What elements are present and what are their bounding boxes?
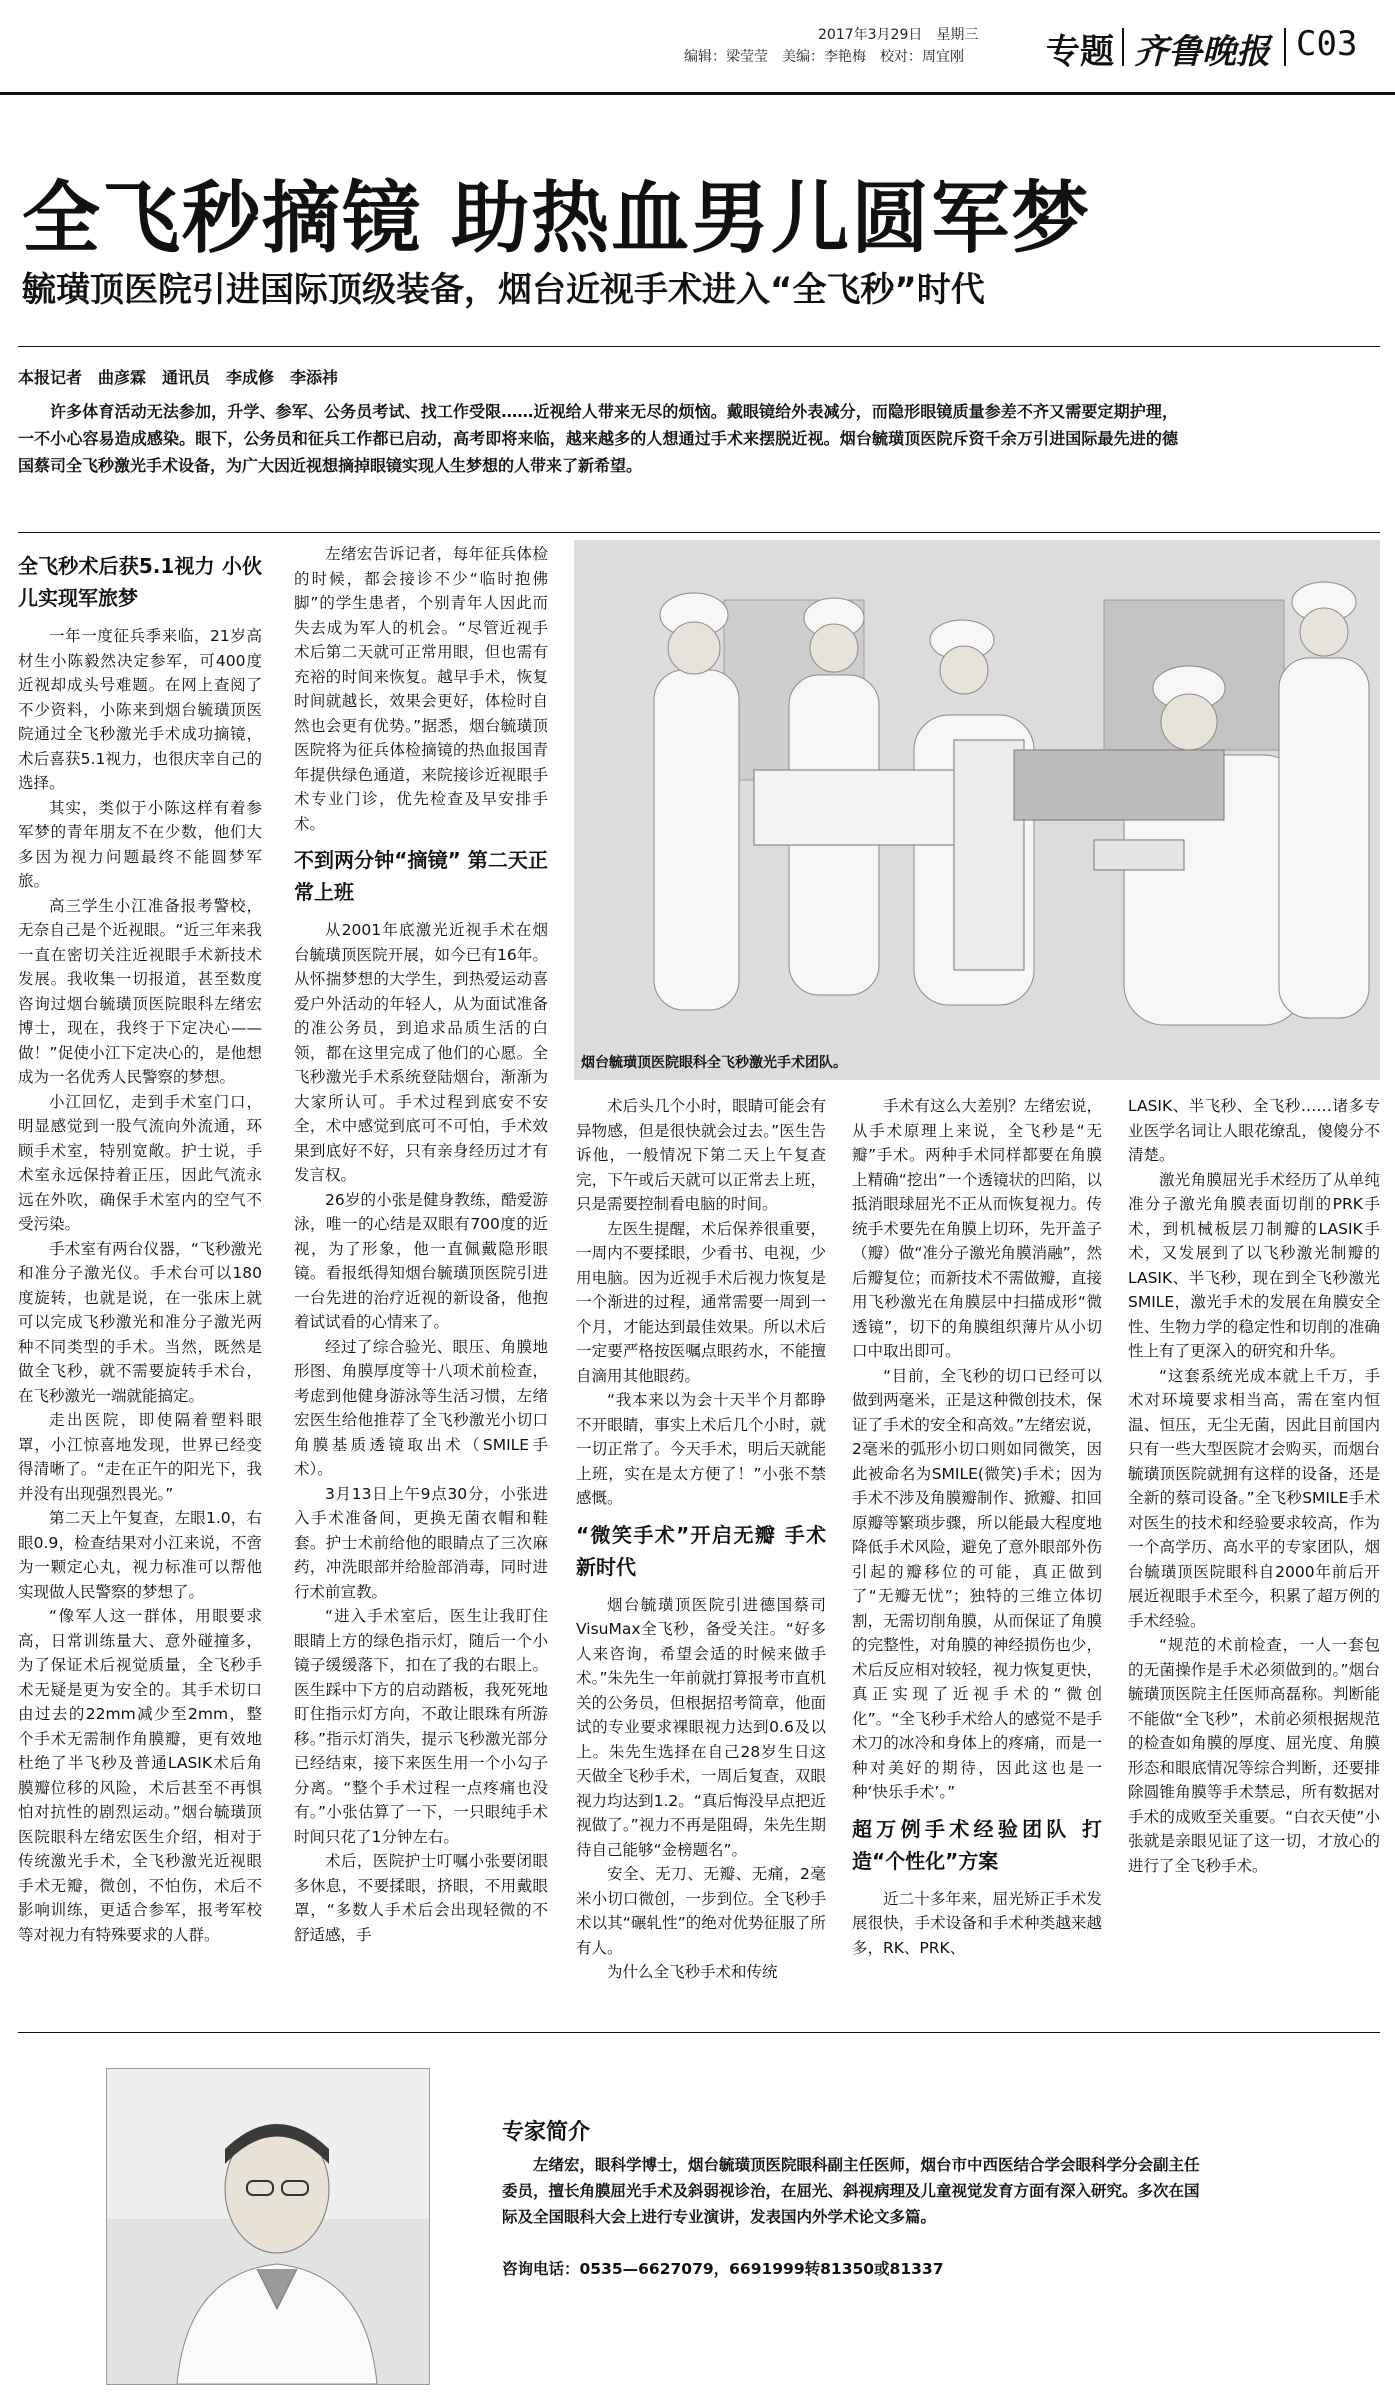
column-2 (294, 542, 548, 1947)
expert-bio: 左绪宏，眼科学博士，烟台毓璜顶医院眼科副主任医师，烟台市中西医结合学会眼科学分会副主任委员，擅长角膜屈光手术及斜弱视诊治，在屈光、斜视病理及儿童视觉发育方面有深入研究。多次在国际及全国眼科大会上进行专业演讲，发表国内外学术论文多篇。 (502, 2156, 1200, 2226)
col1-paragraph: 手术室有两台仪器，“飞秒激光和准分子激光仪。手术台可以180度旋转，也就是说，在一张床上就可以完成飞秒激光和准分子激光两种不同类型的手术。当然，既然是做全飞秒，就不需要旋转手术台，在飞秒激光一端就能搞定。 (18, 1239, 262, 1405)
col5-paragraph: “规范的术前检查，一人一套包的无菌操作是手术必须做到的。”烟台毓璜顶医院主任医师高磊称。判断能不能做“全飞秒”，术前必须根据规范的检查如角膜的厚度、屈光度、角膜形态和眼底情况等综合判断，还要排除圆锥角膜等手术禁忌，所有数据对手术的成败至关重要。“白衣天使”小张就是亲眼见证了这一切，才放心的进行了全飞秒手术。 (1128, 1636, 1380, 1875)
newspaper-name: 齐鲁晚报 (1134, 32, 1270, 72)
col3-paragraph: 左医生提醒，术后保养很重要，一周内不要揉眼，少看书、电视，少用电脑。因为近视手术后视力恢复是一个渐进的过程，通常需要一周到一个月，才能达到最佳效果。所以术后一定要严格按医嘱点眼药水，不能擅自滴用其他眼药。 (576, 1219, 826, 1385)
col2-paragraph: 3月13日上午9点30分，小张进入手术准备间，更换无菌衣帽和鞋套。护士术前给他的眼睛点了三次麻药，冲洗眼部并给脸部消毒，同时进行术前宣教。 (294, 1484, 548, 1601)
col2-heading: 不到两分钟“摘镜” 第二天正常上班 (294, 848, 548, 904)
expert-portrait-illustration (107, 2069, 429, 2384)
headline-rule (18, 346, 1380, 347)
lead-paragraph: 许多体育活动无法参加，升学、参军、公务员考试、找工作受限……近视给人带来无尽的烦恼。戴眼镜给外表减分，而隐形眼镜质量参差不齐又需要定期护理，一不小心容易造成感染。眼下，公务员和征兵工作都已启动，高考即将来临，越来越多的人想通过手术来摆脱近视。烟台毓璜顶医院斥资千余万引进国际最先进的德国蔡司全飞秒激光手术设备，为广大因近视想摘掉眼镜实现人生梦想的人带来了新希望。 (18, 402, 1178, 475)
col4-paragraph: “目前，全飞秒的切口已经可以做到两毫米，正是这种微创技术，保证了手术的安全和高效。”左绪宏说，2毫米的弧形小切口则如同微笑，因此被命名为SMILE(微笑)手术；因为手术不涉及角膜瓣制作、掀瓣、扣回原瓣等繁琐步骤，所以能最大程度地降低手术风险，避免了意外眼部外伤引起的瓣移位的可能，真正做到了“无瓣无忧”；独特的三维立体切割，无需切削角膜，从而保证了角膜的完整性，对角膜的神经损伤也少，术后反应相对较轻，视力恢复更快，真正实现了近视手术的“微创化”。“全飞秒手术给人的感觉不是手术刀的冰冷和身体上的疼痛，而是一种对美好的期待，因此这也是一种‘快乐手术’。” (852, 1366, 1102, 1801)
column-5 (1128, 1094, 1380, 1878)
col2-paragraph: 左绪宏告诉记者，每年征兵体检的时候，都会接诊不少“临时抱佛脚”的学生患者，个别青年人因此而失去成为军人的机会。“尽管近视手术后第二天就可正常用眼，但也需有充裕的时间来恢复。越早手术，恢复时间就越长，效果会更好，体检时自然也会更有优势。”据悉，烟台毓璜顶医院将为征兵体检摘镜的热血报国青年提供绿色通道，来院接诊近视眼手术专业门诊，优先检查及早安排手术。 (294, 545, 548, 833)
col5-paragraph: “这套系统光成本就上千万，手术对环境要求相当高，需在室内恒温、恒压，无尘无菌，因此目前国内只有一些大型医院才会购买，而烟台毓璜顶医院就拥有这样的设备，还是全新的蔡司设备。”全飞秒SMILE手术对医生的技术和经验要求较高，作为一个高学历、高水平的专家团队，烟台毓璜顶医院眼科自2000年前后开展近视眼手术至今，积累了超万例的手术经验。 (1128, 1366, 1380, 1630)
issue-date: 2017年3月29日 星期三 (818, 27, 979, 43)
consult-phone: 咨询电话：0535—6627079，6691999转81350或81337 (502, 2260, 944, 2278)
col2-paragraph: 术后，医院护士叮嘱小张要闭眼多休息，不要揉眼，挤眼，不用戴眼罩，“多数人手术后会出现轻微的不舒适感，手 (294, 1852, 548, 1944)
col3-paragraph: 为什么全飞秒手术和传统 (607, 1963, 778, 1981)
col1-paragraph: 其实，类似于小陈这样有着参军梦的青年朋友不在少数，他们大多因为视力问题最终不能圆梦军旅。 (18, 798, 262, 890)
col5-paragraph: 激光角膜屈光手术经历了从单纯准分子激光角膜表面切削的PRK手术，到机械板层刀制瓣的LASIK手术，又发展到了以飞秒激光制瓣的LASIK、半飞秒，现在到全飞秒激光SMILE，激光手术的发展在角膜安全性、生物力学的稳定性和切削的准确性上有了更深入的研究和升华。 (1128, 1170, 1380, 1360)
expert-title: 专家简介 (502, 2120, 591, 2145)
expert-portrait (106, 2068, 430, 2385)
section-name: 专题 (1046, 32, 1114, 72)
subheadline: 毓璜顶医院引进国际顶级装备，烟台近视手术进入“全飞秒”时代 (22, 270, 985, 310)
photo-caption: 烟台毓璜顶医院眼科全飞秒激光手术团队。 (581, 1055, 847, 1071)
col1-paragraph: 一年一度征兵季来临，21岁高材生小陈毅然决定参军，可400度近视却成头号难题。在网上查阅了不少资料，小陈来到烟台毓璜顶医院通过全飞秒激光手术成功摘镜，术后喜获5.1视力，也很庆幸自己的选择。 (18, 627, 262, 792)
byline: 本报记者 曲彦霖 通讯员 李成修 李添祎 (18, 368, 339, 387)
col1-paragraph: 小江回忆，走到手术室门口，明显感觉到一股气流向外流通，环顾手术室，特别宽敞。护士说，手术室永远保持着正压，因此气流永远在外吹，确保手术室内的空气不受污染。 (18, 1092, 262, 1233)
masthead-divider-2 (1284, 28, 1286, 66)
expert-rule (18, 2032, 1380, 2033)
column-4 (852, 1094, 1102, 1960)
column-1 (18, 542, 262, 1947)
masthead-divider-1 (1122, 28, 1124, 66)
team-photo (574, 540, 1380, 1080)
col3-paragraph: 术后头几个小时，眼睛可能会有异物感，但是很快就会过去。”医生告诉他，一般情况下第二天上午复查完，下午或后天就可以正常去上班，只是需要控制看电脑的时间。 (576, 1097, 826, 1213)
col5-paragraph: LASIK、半飞秒、全飞秒……诸多专业医学名词让人眼花缭乱，傻傻分不清楚。 (1128, 1097, 1380, 1164)
header-rule (0, 92, 1395, 95)
col3-paragraph: 安全、无刀、无瓣、无痛，2毫米小切口微创，一步到位。全飞秒手术以其“碾轧性”的绝对优势征服了所有人。 (576, 1865, 826, 1957)
col2-paragraph: 经过了综合验光、眼压、角膜地形图、角膜厚度等十八项术前检查，考虑到他健身游泳等生活习惯，左绪宏医生给他推荐了全飞秒激光小切口角膜基质透镜取出术（SMILE手术）。 (294, 1337, 548, 1478)
lead-rule (18, 532, 1380, 533)
headline: 全飞秒摘镜 助热血男儿圆军梦 (22, 174, 1092, 264)
col4-heading: 超万例手术经验团队 打造“个性化”方案 (852, 1816, 1102, 1873)
page-number: C03 (1296, 24, 1358, 64)
col4-paragraph: 手术有这么大差别？左绪宏说，从手术原理上来说，全飞秒是“无瓣”手术。两种手术同样都要在角膜上精确“挖出”一个透镜状的凹陷，以抵消眼球屈光不正从而恢复视力。传统手术要先在角膜上切环，先开盖子（瓣）做“准分子激光角膜消融”，然后瓣复位；而新技术不需做瓣，直接用飞秒激光在角膜层中扫描成形“微透镜”，切下的角膜组织薄片从小切口中取出即可。 (852, 1097, 1102, 1360)
col1-paragraph: “像军人这一群体，用眼要求高，日常训练量大、意外碰撞多，为了保证术后视觉质量，全飞秒手术无疑是更为安全的。其手术切口由过去的22mm减少至2mm，整个手术无需制作角膜瓣，更有效地杜绝了半飞秒及普通LASIK术后角膜瓣位移的风险，术后甚至不再惧怕对抗性的剧烈运动。”烟台毓璜顶医院眼科左绪宏医生介绍，相对于传统激光手术，全飞秒激光近视眼手术无瓣，微创，不怕伤，术后不影响训练，更适合参军，报考军校等对视力有特殊要求的人群。 (18, 1607, 262, 1944)
col2-paragraph: 26岁的小张是健身教练，酷爱游泳，唯一的心结是双眼有700度的近视，为了形象，他一直佩戴隐形眼镜。看报纸得知烟台毓璜顶医院引进一台先进的治疗近视的新设备，他抱着试试看的心情来了。 (294, 1190, 548, 1331)
column-3 (576, 1094, 826, 1985)
col3-paragraph: “我本来以为会十天半个月都睁不开眼睛，事实上术后几个小时，就一切正常了。今天手术，明后天就能上班，实在是太方便了！”小张不禁感慨。 (576, 1391, 826, 1507)
col1-paragraph: 高三学生小江准备报考警校，无奈自己是个近视眼。“近三年来我一直在密切关注近视眼手术新技术发展。我收集一切报道，甚至数度咨询过烟台毓璜顶医院眼科左绪宏博士，现在，我终于下定决心——做！”促使小江下定决心的，是他想成为一名优秀人民警察的梦想。 (18, 896, 262, 1086)
editor-credits: 编辑：梁莹莹 美编：李艳梅 校对：周宜刚 (684, 49, 964, 65)
col1-paragraph: 第二天上午复查，左眼1.0，右眼0.9，检查结果对小江来说，不啻为一颗定心丸，视力标准可以帮他实现做人民警察的梦想了。 (18, 1509, 262, 1601)
team-photo-illustration (574, 540, 1380, 1080)
col4-paragraph: 近二十多年来，屈光矫正手术发展很快，手术设备和手术种类越来越多，RK、PRK、 (852, 1889, 1102, 1957)
col3-paragraph: 烟台毓璜顶医院引进德国蔡司VisuMax全飞秒，备受关注。“好多人来咨询，希望会适的时候来做手术。”朱先生一年前就打算报考市直机关的公务员，但根据招考简章，他面试的专业要求裸眼视力达到0.6及以上。朱先生选择在自己28岁生日这天做全飞秒手术，一周后复查，双眼视力均达到1.2。“真后悔没早点把近视做了。”视力不再是阻碍，朱先生期待自己能够“金榜题名”。 (576, 1595, 826, 1859)
col1-paragraph: 走出医院，即使隔着塑料眼罩，小江惊喜地发现，世界已经变得清晰了。“走在正午的阳光下，我并没有出现强烈畏光。” (18, 1411, 262, 1503)
col3-heading: “微笑手术”开启无瓣 手术新时代 (576, 1522, 826, 1579)
col2-paragraph: “进入手术室后，医生让我盯住眼睛上方的绿色指示灯，随后一个小镜子缓缓落下，扣在了我的右眼上。医生踩中下方的启动踏板，我死死地盯住指示灯方向，不敢让眼珠有所游移。”指示灯消失，提示飞秒激光部分已经结束，接下来医生用一个小勾子分离。“整个手术过程一点疼痛也没有。”小张估算了一下，一只眼纯手术时间只花了1分钟左右。 (294, 1607, 548, 1846)
col2-paragraph: 从2001年底激光近视手术在烟台毓璜顶医院开展，如今已有16年。从怀揣梦想的大学生，到热爱运动喜爱户外活动的年轻人，从为面试准备的准公务员，到追求品质生活的白领，都在这里完成了他们的心愿。全飞秒激光手术系统登陆烟台，渐渐为大家所认可。手术过程到底安不安全，术中感觉到底可不可怕，手术效果到底好不好，只有亲身经历过才有发言权。 (294, 921, 548, 1184)
col1-heading: 全飞秒术后获5.1视力 小伙儿实现军旅梦 (18, 554, 262, 610)
